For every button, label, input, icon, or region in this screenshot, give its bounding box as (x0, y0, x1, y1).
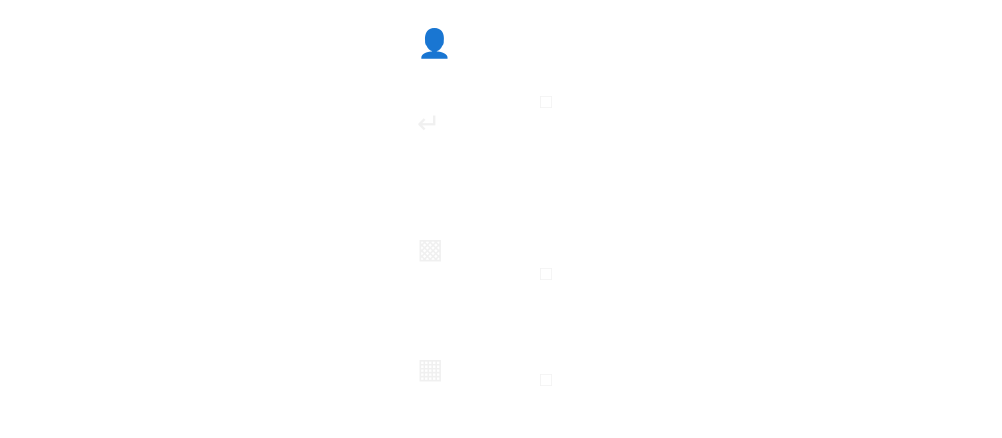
entry-marker-icon: □ (540, 91, 553, 113)
person-arrow-icon: ↵ (417, 108, 441, 139)
entry-marker-icon: □ (540, 263, 553, 285)
entry-marker-icon: □ (540, 369, 553, 391)
person-icon: 👤 (417, 28, 452, 59)
calendar-icon: ▩ (417, 233, 444, 264)
right-entries-column (530, 20, 980, 420)
document-icon: ▦ (417, 353, 444, 384)
timeline-icons-column (405, 20, 465, 420)
left-labels-column (190, 20, 410, 420)
